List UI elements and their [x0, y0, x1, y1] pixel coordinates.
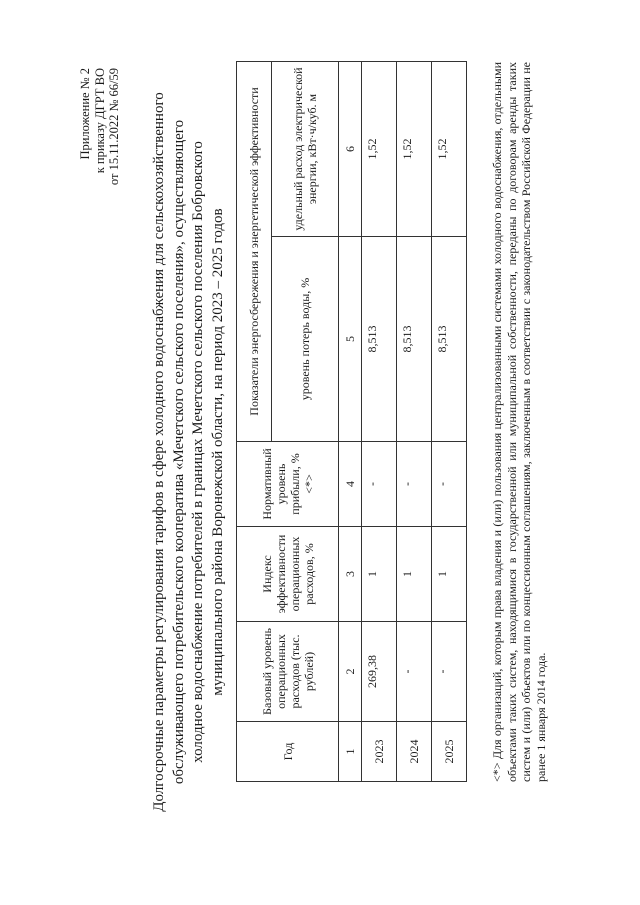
cell-base-level: 269,38 [362, 622, 397, 722]
column-number: 4 [339, 442, 362, 527]
column-number: 1 [339, 722, 362, 782]
cell-year: 2023 [362, 722, 397, 782]
title-line: обслуживающего потребительского кооператива «Мечетского сельского поселения», осуществляющего [170, 119, 187, 785]
cell-electric-consumption: 1,52 [362, 62, 397, 237]
cell-efficiency-index: 1 [397, 527, 432, 622]
column-number: 2 [339, 622, 362, 722]
header-electric-consumption: удельный расход электрической энергии, кВт·ч/куб. м [272, 62, 339, 237]
footnote: <*> Для организаций, которым права владения и (или) пользования централизованными системами холодного водоснабжения, отдельными объектами таких систем, находящимися в государственной или муниципальной собственности, переданы по договорам аренды таких систем и (или) объектов или по концессионным соглашениям, заключенным в соответствии с законодательством Российской Федерации не ранее 1 января 2014 года. [490, 62, 548, 782]
cell-base-level: - [397, 622, 432, 722]
parameters-table [236, 61, 467, 782]
appendix-order: к приказу ДГРТ ВО [92, 68, 107, 174]
title-line: Долгосрочные параметры регулирования тарифов в сфере холодного водоснабжения для сельскохозяйственного [151, 92, 167, 812]
cell-electric-consumption: 1,52 [397, 62, 432, 237]
header-water-loss: уровень потерь воды, % [272, 237, 339, 442]
cell-water-loss: 8,513 [362, 237, 397, 442]
title-line: муниципального района Воронежской области, на период 2023 – 2025 годов [209, 208, 226, 696]
cell-electric-consumption: 1,52 [432, 62, 467, 237]
header-efficiency-index: Индекс эффективности операционных расходов, % [237, 527, 339, 622]
document-page [20, 12, 620, 892]
cell-efficiency-index: 1 [432, 527, 467, 622]
cell-efficiency-index: 1 [362, 527, 397, 622]
cell-water-loss: 8,513 [397, 237, 432, 442]
column-number-row [339, 62, 362, 782]
document-title [150, 82, 228, 822]
cell-year: 2025 [432, 722, 467, 782]
header-indicators-group: Показатели энергосбережения и энергетической эффективности [237, 62, 272, 442]
column-number: 5 [339, 237, 362, 442]
appendix-date: от 15.11.2022 № 66/59 [107, 68, 121, 186]
header-normative-profit: Нормативный уровень прибыли, % <*> [237, 442, 339, 527]
cell-normative-profit: - [362, 442, 397, 527]
cell-normative-profit: - [397, 442, 432, 527]
table-row [397, 62, 432, 782]
header-base-level: Базовый уровень операционных расходов (тыс. рублей) [237, 622, 339, 722]
cell-base-level: - [432, 622, 467, 722]
column-number: 6 [339, 62, 362, 237]
appendix-reference [78, 68, 122, 185]
appendix-number: Приложение № 2 [78, 68, 92, 160]
header-year: Год [237, 722, 339, 782]
cell-year: 2024 [397, 722, 432, 782]
cell-water-loss: 8,513 [432, 237, 467, 442]
title-line: холодное водоснабжение потребителей в границах Мечетского сельского поселения Бобровского [190, 141, 206, 763]
column-number: 3 [339, 527, 362, 622]
table-header-row [237, 62, 272, 782]
cell-normative-profit: - [432, 442, 467, 527]
table-row [362, 62, 397, 782]
table-row [432, 62, 467, 782]
